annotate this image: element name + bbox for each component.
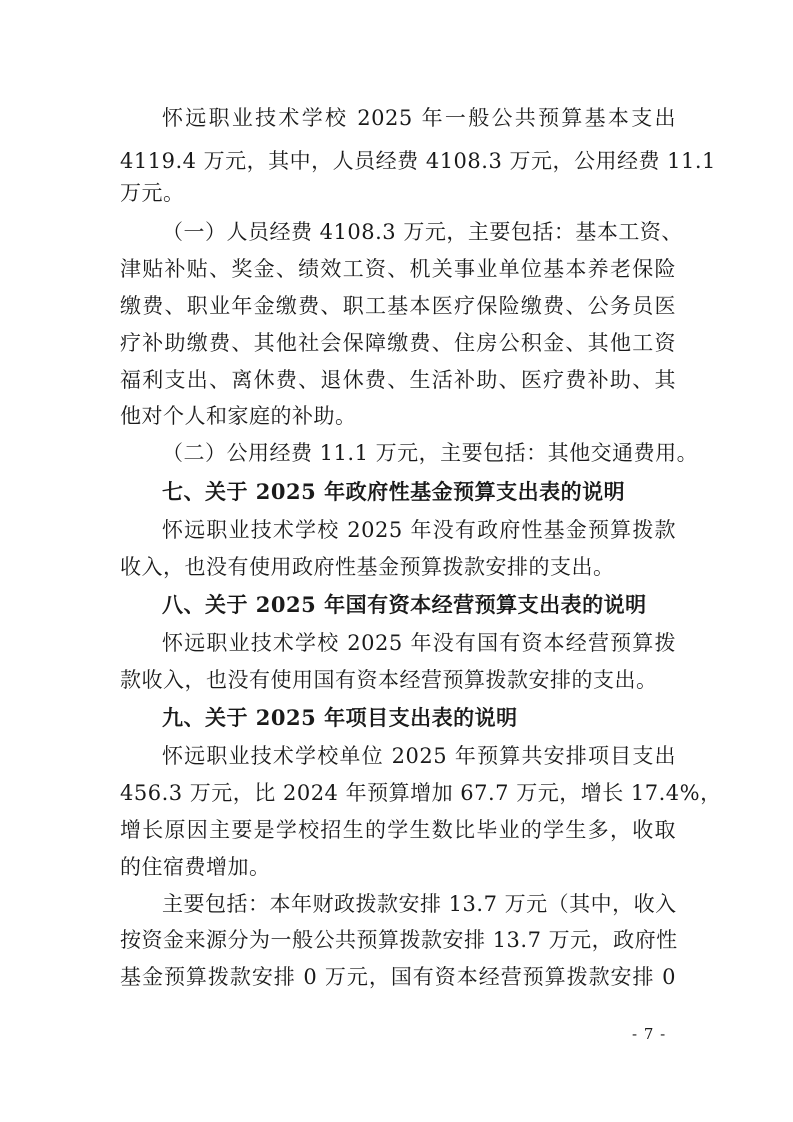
paragraph-line: （一）人员经费 4108.3 万元，主要包括：基本工资、 bbox=[162, 220, 683, 244]
paragraph-line: 怀远职业技术学校单位 2025 年预算共安排项目支出 bbox=[162, 744, 676, 768]
paragraph-line: 怀远职业技术学校 2025 年没有国有资本经营预算拨 bbox=[162, 631, 676, 655]
paragraph-line: 他对个人和家庭的补助。 bbox=[120, 404, 357, 428]
page-number: - 7 - bbox=[632, 1025, 667, 1043]
paragraph-line: 增长原因主要是学校招生的学生数比毕业的学生多，收取 bbox=[120, 818, 676, 842]
paragraph-line: 津贴补贴、奖金、绩效工资、机关事业单位基本养老保险 bbox=[120, 257, 676, 281]
paragraph-line: 万元。 bbox=[120, 181, 185, 205]
paragraph-line: 怀远职业技术学校 2025 年没有政府性基金预算拨款 bbox=[162, 518, 676, 542]
paragraph-line: 456.3 万元，比 2024 年预算增加 67.7 万元，增长 17.4%， bbox=[120, 781, 722, 805]
section-heading: 八、关于 2025 年国有资本经营预算支出表的说明 bbox=[162, 592, 647, 617]
paragraph-line: 基金预算拨款安排 0 万元，国有资本经营预算拨款安排 0 bbox=[120, 965, 676, 989]
paragraph-line: 款收入，也没有使用国有资本经营预算拨款安排的支出。 bbox=[120, 668, 658, 692]
paragraph-line: 主要包括：本年财政拨款安排 13.7 万元（其中，收入 bbox=[162, 892, 677, 916]
section-heading: 七、关于 2025 年政府性基金预算支出表的说明 bbox=[162, 479, 626, 504]
paragraph-line: 疗补助缴费、其他社会保障缴费、住房公积金、其他工资 bbox=[120, 331, 676, 355]
paragraph-line: 福利支出、离休费、退休费、生活补助、医疗费补助、其 bbox=[120, 368, 676, 392]
paragraph-line: 怀远职业技术学校 2025 年一般公共预算基本支出 bbox=[162, 106, 676, 130]
paragraph-line: （二）公用经费 11.1 万元，主要包括：其他交通费用。 bbox=[162, 441, 699, 465]
section-heading: 九、关于 2025 年项目支出表的说明 bbox=[162, 705, 518, 730]
paragraph-line: 4119.4 万元，其中，人员经费 4108.3 万元，公用经费 11.1 bbox=[120, 149, 716, 173]
paragraph-line: 缴费、职业年金缴费、职工基本医疗保险缴费、公务员医 bbox=[120, 294, 676, 318]
paragraph-line: 的住宿费增加。 bbox=[120, 855, 271, 879]
paragraph-line: 收入，也没有使用政府性基金预算拨款安排的支出。 bbox=[120, 555, 615, 579]
paragraph-line: 按资金来源分为一般公共预算拨款安排 13.7 万元，政府性 bbox=[120, 928, 678, 952]
